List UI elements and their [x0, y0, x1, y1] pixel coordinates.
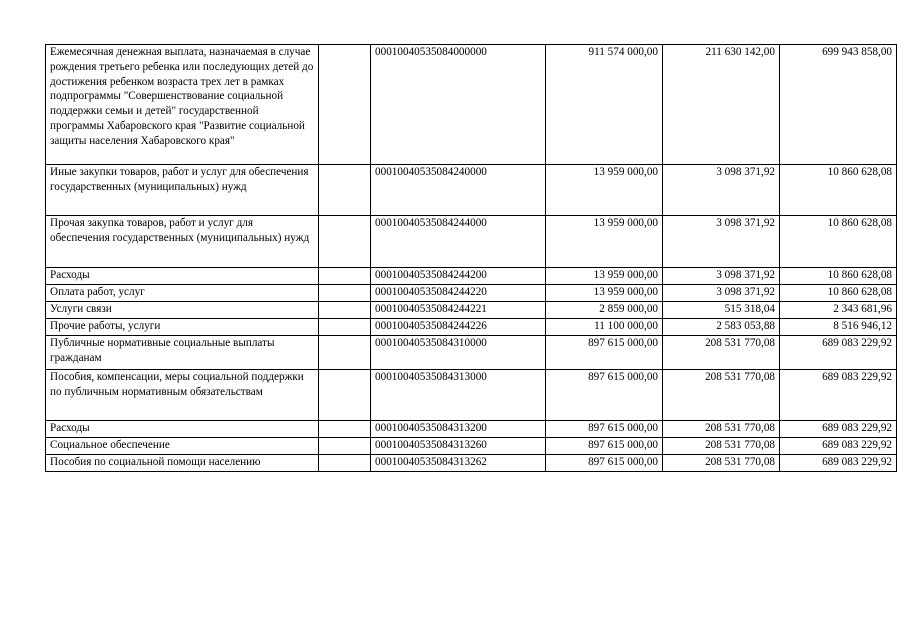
row-name: Прочая закупка товаров, работ и услуг для обеспечения государственных (муниципальных) нужд: [50, 217, 310, 244]
row-code: 00010040535084244220: [375, 286, 487, 298]
row-name: Пособия, компенсации, меры социальной поддержки по публичным нормативным обязательствам: [50, 371, 304, 398]
row-remaining-value: 689 083 229,92: [822, 422, 892, 434]
row-approved-cell: [546, 370, 663, 421]
row-name: Социальное обеспечение: [50, 439, 170, 451]
row-code: 00010040535084000000: [375, 46, 487, 58]
row-executed-cell: [663, 455, 780, 472]
row-remaining-cell: [780, 302, 897, 319]
row-executed-value: 208 531 770,08: [705, 422, 775, 434]
row-approved-value: 911 574 000,00: [588, 46, 658, 58]
row-approved-value: 897 615 000,00: [588, 337, 658, 349]
row-remaining-value: 689 083 229,92: [822, 337, 892, 349]
row-executed-value: 208 531 770,08: [705, 439, 775, 451]
row-code-cell: [371, 302, 546, 319]
row-name-cell: [46, 455, 319, 472]
table-row: [46, 216, 897, 268]
row-approved-value: 897 615 000,00: [588, 439, 658, 451]
row-empty-cell: [319, 319, 371, 336]
row-executed-cell: [663, 302, 780, 319]
row-code-cell: [371, 421, 546, 438]
row-code-cell: [371, 438, 546, 455]
row-remaining-cell: [780, 438, 897, 455]
row-remaining-value: 699 943 858,00: [822, 46, 892, 58]
row-empty-cell: [319, 165, 371, 216]
row-code-cell: [371, 285, 546, 302]
row-approved-value: 13 959 000,00: [593, 217, 658, 229]
row-remaining-cell: [780, 370, 897, 421]
row-approved-value: 897 615 000,00: [588, 422, 658, 434]
row-remaining-value: 8 516 946,12: [833, 320, 892, 332]
row-code-cell: [371, 45, 546, 165]
row-code: 00010040535084244221: [375, 303, 487, 315]
row-approved-cell: [546, 216, 663, 268]
row-approved-value: 897 615 000,00: [588, 371, 658, 383]
row-name-cell: [46, 438, 319, 455]
row-name-cell: [46, 319, 319, 336]
row-approved-cell: [546, 336, 663, 370]
row-approved-cell: [546, 302, 663, 319]
row-code-cell: [371, 370, 546, 421]
row-executed-value: 2 583 053,88: [716, 320, 775, 332]
row-name: Расходы: [50, 269, 90, 281]
row-name: Услуги связи: [50, 303, 112, 315]
row-remaining-value: 689 083 229,92: [822, 371, 892, 383]
row-approved-cell: [546, 285, 663, 302]
row-name: Пособия по социальной помощи населению: [50, 456, 261, 468]
table-row: [46, 319, 897, 336]
row-executed-cell: [663, 336, 780, 370]
row-remaining-cell: [780, 336, 897, 370]
row-name: Оплата работ, услуг: [50, 286, 145, 298]
row-approved-value: 11 100 000,00: [594, 320, 658, 332]
row-empty-cell: [319, 268, 371, 285]
row-remaining-cell: [780, 165, 897, 216]
row-remaining-value: 10 860 628,08: [827, 269, 892, 281]
row-code-cell: [371, 165, 546, 216]
table-row: [46, 336, 897, 370]
budget-execution-table: [45, 44, 897, 472]
row-executed-cell: [663, 370, 780, 421]
row-executed-cell: [663, 421, 780, 438]
row-code-cell: [371, 336, 546, 370]
row-approved-cell: [546, 319, 663, 336]
table-row: [46, 45, 897, 165]
row-executed-cell: [663, 45, 780, 165]
row-approved-value: 897 615 000,00: [588, 456, 658, 468]
row-empty-cell: [319, 45, 371, 165]
row-executed-value: 3 098 371,92: [716, 166, 775, 178]
row-executed-value: 208 531 770,08: [705, 337, 775, 349]
row-code-cell: [371, 455, 546, 472]
row-name: Расходы: [50, 422, 90, 434]
table-row: [46, 455, 897, 472]
table-row: [46, 438, 897, 455]
row-approved-value: 13 959 000,00: [593, 166, 658, 178]
row-empty-cell: [319, 302, 371, 319]
row-code-cell: [371, 216, 546, 268]
row-approved-cell: [546, 165, 663, 216]
row-name-cell: [46, 45, 319, 165]
row-empty-cell: [319, 370, 371, 421]
row-approved-cell: [546, 455, 663, 472]
row-remaining-cell: [780, 285, 897, 302]
row-name-cell: [46, 165, 319, 216]
row-name-cell: [46, 285, 319, 302]
row-name-cell: [46, 268, 319, 285]
row-executed-value: 211 630 142,00: [705, 46, 775, 58]
row-approved-cell: [546, 45, 663, 165]
row-executed-cell: [663, 438, 780, 455]
row-remaining-cell: [780, 268, 897, 285]
row-empty-cell: [319, 216, 371, 268]
row-approved-cell: [546, 421, 663, 438]
row-executed-value: 3 098 371,92: [716, 269, 775, 281]
row-empty-cell: [319, 438, 371, 455]
row-remaining-cell: [780, 455, 897, 472]
row-executed-cell: [663, 285, 780, 302]
row-name-cell: [46, 421, 319, 438]
row-executed-cell: [663, 216, 780, 268]
row-code: 00010040535084244200: [375, 269, 487, 281]
table-row: [46, 302, 897, 319]
row-name-cell: [46, 216, 319, 268]
row-code-cell: [371, 319, 546, 336]
row-code: 00010040535084313260: [375, 439, 487, 451]
row-remaining-value: 2 343 681,96: [833, 303, 892, 315]
row-remaining-value: 10 860 628,08: [827, 286, 892, 298]
row-approved-cell: [546, 438, 663, 455]
row-approved-cell: [546, 268, 663, 285]
row-code: 00010040535084240000: [375, 166, 487, 178]
row-remaining-value: 10 860 628,08: [827, 166, 892, 178]
row-remaining-cell: [780, 421, 897, 438]
row-code: 00010040535084310000: [375, 337, 487, 349]
row-approved-value: 2 859 000,00: [599, 303, 658, 315]
row-name-cell: [46, 302, 319, 319]
row-code-cell: [371, 268, 546, 285]
table-row: [46, 421, 897, 438]
row-empty-cell: [319, 421, 371, 438]
row-remaining-cell: [780, 319, 897, 336]
table-row: [46, 370, 897, 421]
row-empty-cell: [319, 285, 371, 302]
row-code: 00010040535084313262: [375, 456, 487, 468]
row-executed-cell: [663, 268, 780, 285]
row-code: 00010040535084244000: [375, 217, 487, 229]
row-approved-value: 13 959 000,00: [593, 286, 658, 298]
row-code: 00010040535084313000: [375, 371, 487, 383]
table-row: [46, 165, 897, 216]
row-executed-cell: [663, 165, 780, 216]
row-name: Прочие работы, услуги: [50, 320, 161, 332]
row-name: Иные закупки товаров, работ и услуг для обеспечения государственных (муниципальных) нужд: [50, 166, 309, 193]
row-empty-cell: [319, 336, 371, 370]
row-code: 00010040535084244226: [375, 320, 487, 332]
row-executed-value: 208 531 770,08: [705, 371, 775, 383]
row-remaining-value: 689 083 229,92: [822, 439, 892, 451]
row-approved-value: 13 959 000,00: [593, 269, 658, 281]
row-code: 00010040535084313200: [375, 422, 487, 434]
row-name-cell: [46, 336, 319, 370]
row-name: Ежемесячная денежная выплата, назначаемая в случае рождения третьего ребенка или последующих детей до достижения ребенком возраста трех лет в рамках подпрограммы "Совершенствование социальной поддержки семьи и детей" государственной программы Хабаровского края "Развитие социальной защиты населения Хабаровского края": [50, 46, 314, 147]
table-row: [46, 268, 897, 285]
row-remaining-cell: [780, 45, 897, 165]
row-executed-value: 208 531 770,08: [705, 456, 775, 468]
table-row: [46, 285, 897, 302]
row-name-cell: [46, 370, 319, 421]
row-executed-value: 515 318,04: [724, 303, 775, 315]
row-executed-value: 3 098 371,92: [716, 286, 775, 298]
row-executed-value: 3 098 371,92: [716, 217, 775, 229]
row-empty-cell: [319, 455, 371, 472]
row-name: Публичные нормативные социальные выплаты гражданам: [50, 337, 275, 364]
row-remaining-cell: [780, 216, 897, 268]
row-remaining-value: 10 860 628,08: [827, 217, 892, 229]
row-executed-cell: [663, 319, 780, 336]
row-remaining-value: 689 083 229,92: [822, 456, 892, 468]
